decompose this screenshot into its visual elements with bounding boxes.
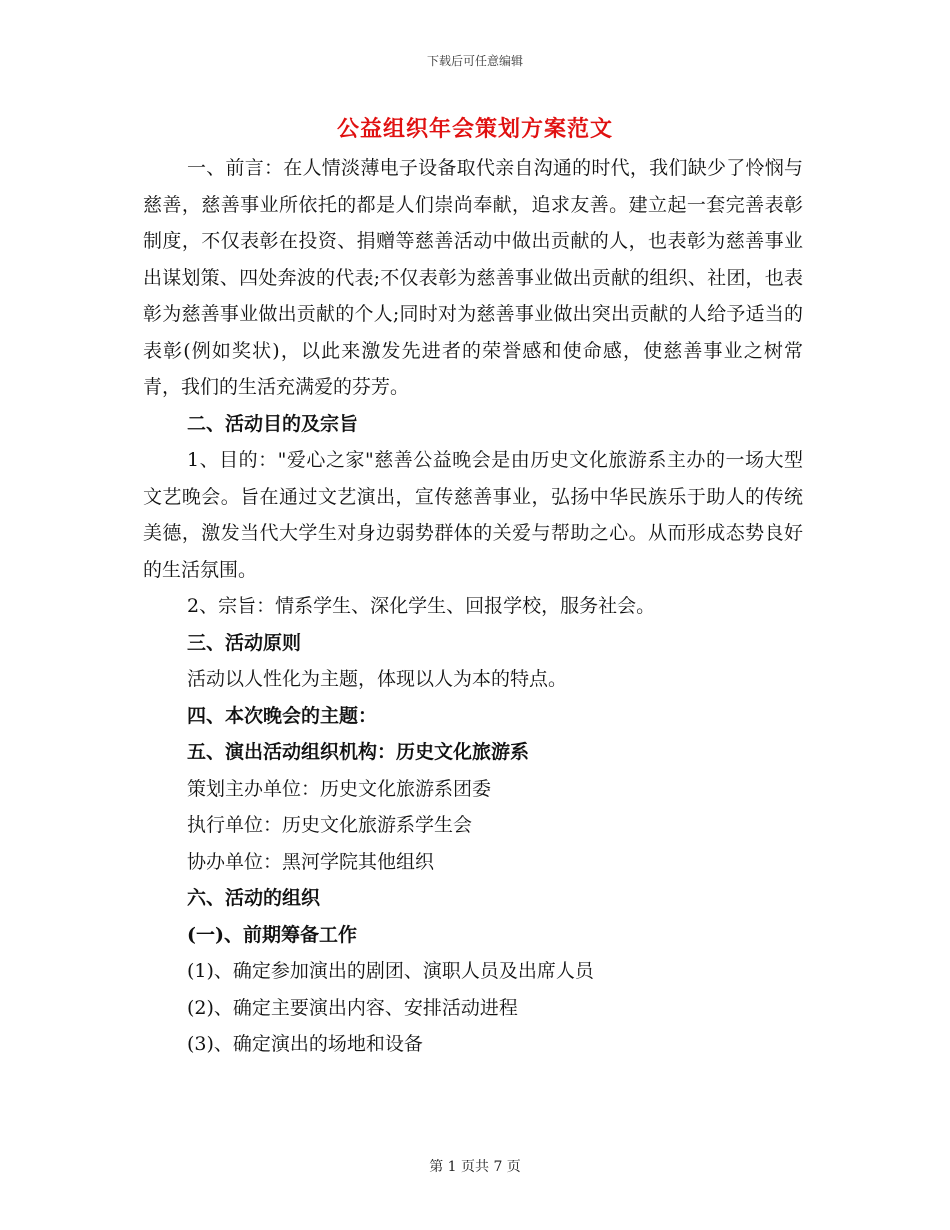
executor-line: 执行单位：历史文化旅游系学生会 bbox=[187, 814, 473, 836]
list-item: (3)、确定演出的场地和设备 bbox=[187, 1033, 423, 1055]
section-heading-theme: 四、本次晚会的主题： bbox=[187, 704, 378, 727]
co-organizer-line: 协办单位：黑河学院其他组织 bbox=[187, 850, 435, 873]
organizer-line: 策划主办单位：历史文化旅游系团委 bbox=[187, 777, 492, 800]
section-heading-activity-organization: 六、活动的组织 bbox=[187, 887, 321, 909]
purpose-paragraph: 1、目的："爱心之家"慈善公益晚会是由历史文化旅游系主办的一场大型文艺晚会。旨在通过文艺演出，宣传慈善事业，弘扬中华民族乐于助人的传统美德，激发当代大学生对身边弱势群体的关爱与帮助之心。从而形成态势良好的生活氛围。 bbox=[143, 449, 803, 581]
subsection-heading-preparation: (一)、前期筹备工作 bbox=[187, 923, 357, 946]
list-item: (1)、确定参加演出的剧团、演职人员及出席人员 bbox=[187, 960, 594, 982]
document-title: 公益组织年会策划方案范文 bbox=[336, 116, 613, 142]
section-heading-principle: 三、活动原则 bbox=[187, 631, 302, 654]
page-number: 第 1 页共 7 页 bbox=[429, 1159, 521, 1175]
header-note: 下载后可任意编辑 bbox=[426, 54, 523, 68]
preface-paragraph: 一、前言：在人情淡薄电子设备取代亲自沟通的时代，我们缺少了怜悯与慈善，慈善事业所依托的都是人们崇尚奉献，追求友善。建立起一套完善表彰制度，不仅表彰在投资、捐赠等慈善活动中做出贡献的人，也表彰为慈善事业出谋划策、四处奔波的代表;不仅表彰为慈善事业做出贡献的组织、社团，也表彰为慈善事业做出贡献的个人;同时对为慈善事业做出突出贡献的人给予适当的表彰(例如奖状)，以此来激发先进者的荣誉感和使命感，使慈善事业之树常青，我们的生活充满爱的芬芳。 bbox=[143, 157, 803, 398]
list-item: (2)、确定主要演出内容、安排活动进程 bbox=[187, 996, 518, 1019]
principle-paragraph: 活动以人性化为主题，体现以人为本的特点。 bbox=[187, 668, 568, 690]
tenet-paragraph: 2、宗旨：情系学生、深化学生、回报学校，服务社会。 bbox=[187, 595, 656, 617]
document-body bbox=[143, 150, 803, 1063]
section-heading-purpose: 二、活动目的及宗旨 bbox=[187, 412, 359, 435]
section-heading-organization: 五、演出活动组织机构：历史文化旅游系 bbox=[187, 741, 530, 763]
